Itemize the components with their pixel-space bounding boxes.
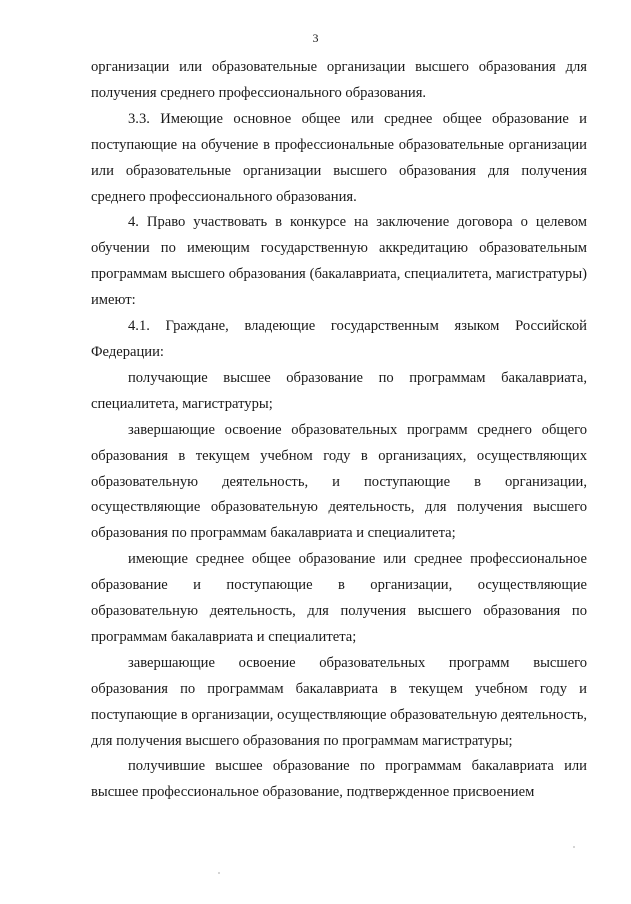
paragraph-clause-4: 4. Право участвовать в конкурсе на заключение договора о целевом обучении по имеющим государственную аккредитацию образовательным программам высшего образования (бакалавриата, специалитета, магистратуры) имеют: (91, 214, 587, 309)
scan-speck (218, 872, 220, 874)
paragraph-clause-3-3: 3.3. Имеющие основное общее или среднее общее образование и поступающие на обучение в профессиональные образовательные организации или образовательные организации высшего образования для получения среднего профессионального образования. (91, 110, 587, 205)
paragraph-clause-4-1: 4.1. Граждане, владеющие государственным языком Российской Федерации: (91, 318, 587, 360)
paragraph-continuation: организации или образовательные организации высшего образования для получения среднего профессионального образования. (91, 59, 587, 101)
paragraph-item-completing-higher: завершающие освоение образовательных программ высшего образования по программам бакалавриата в текущем учебном году и поступающие в организации, осуществляющие образовательную деятельность, для получения высшего образования по программам магистратуры; (91, 654, 587, 749)
paragraph-item-having-secondary: имеющие среднее общее образование или среднее профессиональное образование и поступающие в организации, осуществляющие образовательную деятельность, для получения высшего образования по программам бакалавриата и специалитета; (91, 551, 587, 645)
paragraph-item-completing-secondary: завершающие освоение образовательных программ среднего общего образования в текущем учебном году в организациях, осуществляющих образовательную деятельность, и поступающие в организации, осуществляющие образовательную деятельность, для получения высшего образования по программам бакалавриата и специалитета; (91, 421, 587, 542)
scan-speck (573, 846, 575, 848)
paragraph-item-receiving: получающие высшее образование по программам бакалавриата, специалитета, магистратуры; (91, 369, 587, 412)
page-number: 3 (312, 31, 319, 45)
document-body (91, 55, 587, 806)
paragraph-item-graduated: получившие высшее образование по программам бакалавриата или высшее профессиональное образование, подтвержденное присвоением (91, 758, 587, 801)
